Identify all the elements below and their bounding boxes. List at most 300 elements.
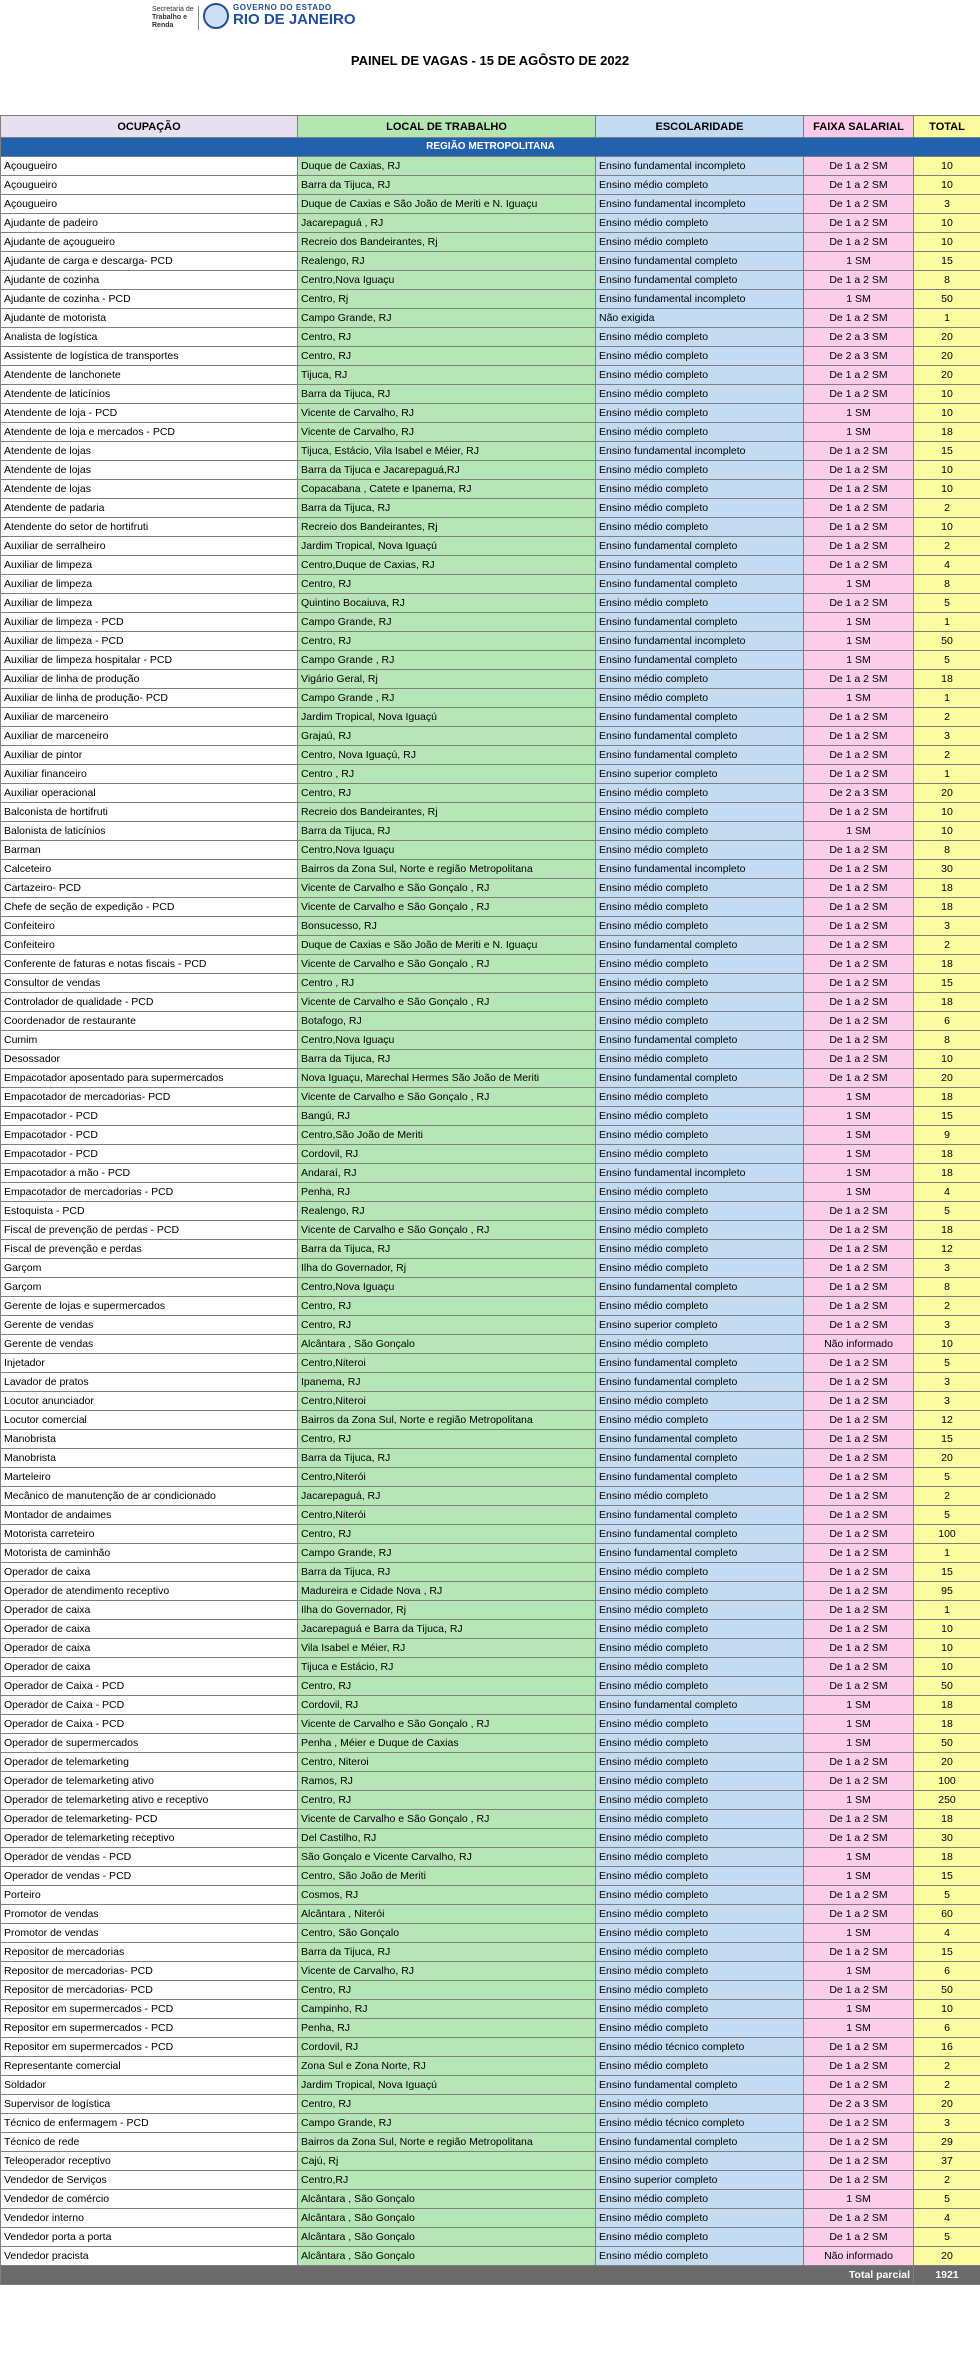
cell-escolaridade: Ensino médio completo xyxy=(596,689,804,708)
cell-escolaridade: Ensino fundamental completo xyxy=(596,1449,804,1468)
cell-escolaridade: Ensino fundamental incompleto xyxy=(596,860,804,879)
cell-local: Duque de Caxias e São João de Meriti e N. Iguaçu xyxy=(298,936,596,955)
cell-escolaridade: Ensino fundamental completo xyxy=(596,575,804,594)
table-row xyxy=(1,689,980,708)
cell-faixa-salarial: 1 SM xyxy=(804,423,914,442)
cell-faixa-salarial: De 1 a 2 SM xyxy=(804,955,914,974)
cell-escolaridade: Ensino fundamental completo xyxy=(596,1696,804,1715)
cell-total: 18 xyxy=(914,1696,980,1715)
table-row xyxy=(1,2171,980,2190)
cell-local: Jardim Tropical, Nova Iguaçú xyxy=(298,2076,596,2095)
cell-total: 100 xyxy=(914,1525,980,1544)
cell-faixa-salarial: De 1 a 2 SM xyxy=(804,1981,914,2000)
cell-local: Centro, Rj xyxy=(298,290,596,309)
cell-faixa-salarial: De 1 a 2 SM xyxy=(804,1411,914,1430)
cell-faixa-salarial: 1 SM xyxy=(804,1183,914,1202)
cell-escolaridade: Ensino médio completo xyxy=(596,2095,804,2114)
cell-faixa-salarial: De 1 a 2 SM xyxy=(804,1050,914,1069)
cell-escolaridade: Ensino médio completo xyxy=(596,1772,804,1791)
cell-local: Centro, RJ xyxy=(298,1525,596,1544)
cell-ocupacao: Vendedor de Serviços xyxy=(1,2171,298,2190)
cell-ocupacao: Atendente de lojas xyxy=(1,442,298,461)
table-row xyxy=(1,328,980,347)
cell-local: Vicente de Carvalho e São Gonçalo , RJ xyxy=(298,1221,596,1240)
cell-escolaridade: Ensino médio completo xyxy=(596,841,804,860)
cell-faixa-salarial: De 1 a 2 SM xyxy=(804,1905,914,1924)
cell-ocupacao: Atendente de laticínios xyxy=(1,385,298,404)
table-row xyxy=(1,594,980,613)
table-row xyxy=(1,2114,980,2133)
cell-ocupacao: Porteiro xyxy=(1,1886,298,1905)
cell-faixa-salarial: De 1 a 2 SM xyxy=(804,1316,914,1335)
cell-ocupacao: Operador de supermercados xyxy=(1,1734,298,1753)
table-row xyxy=(1,1221,980,1240)
cell-ocupacao: Montador de andaimes xyxy=(1,1506,298,1525)
cell-escolaridade: Ensino médio completo xyxy=(596,1943,804,1962)
table-row xyxy=(1,1867,980,1886)
cell-faixa-salarial: 1 SM xyxy=(804,1107,914,1126)
cell-local: Campo Grande , RJ xyxy=(298,651,596,670)
cell-ocupacao: Gerente de lojas e supermercados xyxy=(1,1297,298,1316)
cell-faixa-salarial: De 1 a 2 SM xyxy=(804,1582,914,1601)
table-row xyxy=(1,2190,980,2209)
cell-ocupacao: Marteleiro xyxy=(1,1468,298,1487)
cell-escolaridade: Ensino fundamental completo xyxy=(596,252,804,271)
gov-line-1: GOVERNO DO ESTADO xyxy=(233,3,332,12)
cell-total: 15 xyxy=(914,1867,980,1886)
table-row xyxy=(1,1278,980,1297)
cell-ocupacao: Balconista de hortifruti xyxy=(1,803,298,822)
table-row xyxy=(1,1962,980,1981)
cell-total: 30 xyxy=(914,1829,980,1848)
cell-local: Centro, RJ xyxy=(298,347,596,366)
table-row xyxy=(1,1430,980,1449)
cell-ocupacao: Controlador de qualidade - PCD xyxy=(1,993,298,1012)
cell-total: 18 xyxy=(914,898,980,917)
table-row xyxy=(1,2152,980,2171)
cell-total: 250 xyxy=(914,1791,980,1810)
secretaria-line-2: Trabalho e xyxy=(152,14,188,21)
cell-faixa-salarial: De 1 a 2 SM xyxy=(804,1772,914,1791)
cell-faixa-salarial: De 1 a 2 SM xyxy=(804,841,914,860)
cell-faixa-salarial: De 1 a 2 SM xyxy=(804,746,914,765)
cell-ocupacao: Operador de vendas - PCD xyxy=(1,1848,298,1867)
cell-escolaridade: Ensino fundamental completo xyxy=(596,1544,804,1563)
cell-escolaridade: Ensino médio completo xyxy=(596,1715,804,1734)
table-row xyxy=(1,879,980,898)
cell-faixa-salarial: De 1 a 2 SM xyxy=(804,1525,914,1544)
cell-total: 5 xyxy=(914,1202,980,1221)
table-row xyxy=(1,1544,980,1563)
state-seal-icon xyxy=(203,3,229,29)
table-row xyxy=(1,385,980,404)
cell-total: 20 xyxy=(914,1449,980,1468)
cell-total: 15 xyxy=(914,1107,980,1126)
cell-escolaridade: Ensino fundamental incompleto xyxy=(596,442,804,461)
cell-ocupacao: Coordenador de restaurante xyxy=(1,1012,298,1031)
table-row xyxy=(1,347,980,366)
cell-total: 10 xyxy=(914,1639,980,1658)
table-row xyxy=(1,461,980,480)
cell-total: 20 xyxy=(914,347,980,366)
cell-ocupacao: Repositor em supermercados - PCD xyxy=(1,2000,298,2019)
cell-local: Centro,RJ xyxy=(298,2171,596,2190)
cell-faixa-salarial: De 1 a 2 SM xyxy=(804,1392,914,1411)
cell-total: 5 xyxy=(914,1354,980,1373)
cell-faixa-salarial: 1 SM xyxy=(804,1791,914,1810)
cell-local: Alcântara , São Gonçalo xyxy=(298,2247,596,2266)
cell-ocupacao: Auxiliar de marceneiro xyxy=(1,727,298,746)
cell-faixa-salarial: 1 SM xyxy=(804,689,914,708)
cell-escolaridade: Ensino médio completo xyxy=(596,366,804,385)
cell-escolaridade: Ensino médio completo xyxy=(596,879,804,898)
cell-total: 2 xyxy=(914,936,980,955)
cell-total: 10 xyxy=(914,1620,980,1639)
cell-total: 18 xyxy=(914,1145,980,1164)
table-row xyxy=(1,1791,980,1810)
cell-local: Recreio dos Bandeirantes, Rj xyxy=(298,803,596,822)
table-row xyxy=(1,2000,980,2019)
cell-local: Centro, RJ xyxy=(298,328,596,347)
cell-escolaridade: Ensino fundamental completo xyxy=(596,1525,804,1544)
table-row xyxy=(1,1829,980,1848)
cell-escolaridade: Ensino médio completo xyxy=(596,1734,804,1753)
cell-faixa-salarial: 1 SM xyxy=(804,2019,914,2038)
cell-local: Centro,Niteroi xyxy=(298,1392,596,1411)
cell-faixa-salarial: De 1 a 2 SM xyxy=(804,974,914,993)
cell-total: 3 xyxy=(914,1392,980,1411)
cell-total: 10 xyxy=(914,803,980,822)
cell-ocupacao: Auxiliar financeiro xyxy=(1,765,298,784)
cell-local: Campo Grande , RJ xyxy=(298,689,596,708)
cell-ocupacao: Assistente de logística de transportes xyxy=(1,347,298,366)
cell-escolaridade: Ensino fundamental completo xyxy=(596,2133,804,2152)
cell-total: 1 xyxy=(914,689,980,708)
table-row xyxy=(1,499,980,518)
cell-total: 20 xyxy=(914,2247,980,2266)
cell-local: Vicente de Carvalho, RJ xyxy=(298,404,596,423)
cell-faixa-salarial: De 1 a 2 SM xyxy=(804,936,914,955)
cell-escolaridade: Ensino médio completo xyxy=(596,898,804,917)
cell-total: 10 xyxy=(914,1658,980,1677)
cell-escolaridade: Ensino médio completo xyxy=(596,404,804,423)
cell-total: 15 xyxy=(914,974,980,993)
cell-escolaridade: Ensino médio completo xyxy=(596,1392,804,1411)
cell-local: Centro,Niterói xyxy=(298,1468,596,1487)
cell-escolaridade: Não exigida xyxy=(596,309,804,328)
cell-faixa-salarial: De 1 a 2 SM xyxy=(804,518,914,537)
cell-faixa-salarial: Não informado xyxy=(804,2247,914,2266)
cell-escolaridade: Ensino médio completo xyxy=(596,974,804,993)
cell-total: 1 xyxy=(914,309,980,328)
cell-faixa-salarial: De 1 a 2 SM xyxy=(804,1886,914,1905)
table-row xyxy=(1,195,980,214)
table-row xyxy=(1,1088,980,1107)
cell-ocupacao: Operador de telemarketing- PCD xyxy=(1,1810,298,1829)
cell-local: Bairros da Zona Sul, Norte e região Metropolitana xyxy=(298,2133,596,2152)
cell-escolaridade: Ensino médio completo xyxy=(596,2247,804,2266)
table-row xyxy=(1,1012,980,1031)
cell-local: Duque de Caxias e São João de Meriti e N. Iguaçu xyxy=(298,195,596,214)
cell-escolaridade: Ensino fundamental completo xyxy=(596,1354,804,1373)
cell-escolaridade: Ensino médio completo xyxy=(596,594,804,613)
cell-escolaridade: Ensino médio completo xyxy=(596,347,804,366)
cell-escolaridade: Ensino fundamental incompleto xyxy=(596,157,804,176)
cell-ocupacao: Atendente de lojas xyxy=(1,480,298,499)
cell-escolaridade: Ensino fundamental completo xyxy=(596,271,804,290)
cell-escolaridade: Ensino médio completo xyxy=(596,1126,804,1145)
table-row xyxy=(1,1715,980,1734)
cell-local: Tijuca, RJ xyxy=(298,366,596,385)
cell-total: 6 xyxy=(914,1012,980,1031)
cell-escolaridade: Ensino médio completo xyxy=(596,1829,804,1848)
cell-ocupacao: Operador de caixa xyxy=(1,1620,298,1639)
cell-total: 4 xyxy=(914,1183,980,1202)
table-row xyxy=(1,1886,980,1905)
table-row xyxy=(1,1658,980,1677)
cell-total: 12 xyxy=(914,1411,980,1430)
cell-ocupacao: Repositor de mercadorias xyxy=(1,1943,298,1962)
cell-total: 30 xyxy=(914,860,980,879)
cell-ocupacao: Empacotador a mão - PCD xyxy=(1,1164,298,1183)
cell-faixa-salarial: De 1 a 2 SM xyxy=(804,1468,914,1487)
cell-local: Centro , RJ xyxy=(298,974,596,993)
table-row xyxy=(1,2019,980,2038)
cell-ocupacao: Vendedor interno xyxy=(1,2209,298,2228)
table-row xyxy=(1,936,980,955)
cell-ocupacao: Operador de caixa xyxy=(1,1658,298,1677)
table-row xyxy=(1,1297,980,1316)
secretaria-line-1: Secretaria de xyxy=(152,6,194,13)
cell-faixa-salarial: De 1 a 2 SM xyxy=(804,898,914,917)
cell-local: Alcântara , São Gonçalo xyxy=(298,2228,596,2247)
cell-total: 16 xyxy=(914,2038,980,2057)
cell-total: 100 xyxy=(914,1772,980,1791)
cell-local: Campo Grande, RJ xyxy=(298,309,596,328)
table-row xyxy=(1,993,980,1012)
cell-faixa-salarial: 1 SM xyxy=(804,822,914,841)
cell-ocupacao: Operador de telemarketing receptivo xyxy=(1,1829,298,1848)
table-row xyxy=(1,1563,980,1582)
cell-total: 10 xyxy=(914,176,980,195)
cell-ocupacao: Açougueiro xyxy=(1,157,298,176)
cell-escolaridade: Ensino médio completo xyxy=(596,670,804,689)
cell-local: Vicente de Carvalho e São Gonçalo , RJ xyxy=(298,1715,596,1734)
cell-local: Centro, RJ xyxy=(298,1791,596,1810)
cell-local: Centro, RJ xyxy=(298,2095,596,2114)
cell-escolaridade: Ensino superior completo xyxy=(596,2171,804,2190)
cell-faixa-salarial: De 1 a 2 SM xyxy=(804,2038,914,2057)
cell-ocupacao: Conferente de faturas e notas fiscais - PCD xyxy=(1,955,298,974)
table-row xyxy=(1,1069,980,1088)
cell-faixa-salarial: De 1 a 2 SM xyxy=(804,1449,914,1468)
cell-faixa-salarial: De 1 a 2 SM xyxy=(804,1601,914,1620)
cell-faixa-salarial: De 1 a 2 SM xyxy=(804,2076,914,2095)
cell-total: 3 xyxy=(914,1259,980,1278)
total-row xyxy=(1,2266,980,2285)
table-row xyxy=(1,1810,980,1829)
cell-total: 50 xyxy=(914,1734,980,1753)
cell-escolaridade: Ensino médio completo xyxy=(596,1658,804,1677)
cell-escolaridade: Ensino fundamental completo xyxy=(596,708,804,727)
cell-faixa-salarial: De 1 a 2 SM xyxy=(804,442,914,461)
table-row xyxy=(1,176,980,195)
cell-total: 4 xyxy=(914,556,980,575)
cell-total: 1 xyxy=(914,613,980,632)
table-row xyxy=(1,917,980,936)
table-row xyxy=(1,1582,980,1601)
cell-local: Tijuca e Estácio, RJ xyxy=(298,1658,596,1677)
cell-ocupacao: Açougueiro xyxy=(1,195,298,214)
cell-faixa-salarial: De 1 a 2 SM xyxy=(804,803,914,822)
cell-faixa-salarial: De 1 a 2 SM xyxy=(804,1639,914,1658)
cell-total: 18 xyxy=(914,1848,980,1867)
cell-ocupacao: Teleoperador receptivo xyxy=(1,2152,298,2171)
cell-ocupacao: Garçom xyxy=(1,1278,298,1297)
cell-escolaridade: Ensino médio completo xyxy=(596,1601,804,1620)
cell-local: Penha, RJ xyxy=(298,1183,596,1202)
table-row xyxy=(1,1468,980,1487)
table-row xyxy=(1,803,980,822)
cell-escolaridade: Ensino médio completo xyxy=(596,1677,804,1696)
cell-escolaridade: Ensino médio completo xyxy=(596,233,804,252)
cell-faixa-salarial: De 1 a 2 SM xyxy=(804,195,914,214)
table-row xyxy=(1,1240,980,1259)
cell-escolaridade: Ensino médio completo xyxy=(596,2209,804,2228)
cell-local: Vicente de Carvalho e São Gonçalo , RJ xyxy=(298,993,596,1012)
cell-ocupacao: Atendente do setor de hortifruti xyxy=(1,518,298,537)
table-row xyxy=(1,518,980,537)
cell-local: Quintino Bocaiuva, RJ xyxy=(298,594,596,613)
cell-escolaridade: Ensino fundamental completo xyxy=(596,1430,804,1449)
cell-local: Realengo, RJ xyxy=(298,1202,596,1221)
cell-total: 18 xyxy=(914,1715,980,1734)
table-row xyxy=(1,955,980,974)
cell-faixa-salarial: De 1 a 2 SM xyxy=(804,309,914,328)
table-row xyxy=(1,1107,980,1126)
cell-total: 10 xyxy=(914,461,980,480)
table-row xyxy=(1,366,980,385)
cell-ocupacao: Barman xyxy=(1,841,298,860)
cell-ocupacao: Empacotador - PCD xyxy=(1,1126,298,1145)
cell-escolaridade: Ensino médio completo xyxy=(596,1050,804,1069)
cell-local: Centro,Niteroi xyxy=(298,1354,596,1373)
cell-ocupacao: Operador de caixa xyxy=(1,1563,298,1582)
cell-ocupacao: Vendedor pracista xyxy=(1,2247,298,2266)
cell-local: Centro, Nova Iguaçú, RJ xyxy=(298,746,596,765)
table-row xyxy=(1,1392,980,1411)
cell-faixa-salarial: De 1 a 2 SM xyxy=(804,1620,914,1639)
table-row xyxy=(1,1259,980,1278)
cell-local: Realengo, RJ xyxy=(298,252,596,271)
table-row xyxy=(1,1316,980,1335)
cell-faixa-salarial: De 1 a 2 SM xyxy=(804,366,914,385)
cell-ocupacao: Ajudante de açougueiro xyxy=(1,233,298,252)
cell-escolaridade: Ensino médio completo xyxy=(596,1012,804,1031)
table-row xyxy=(1,1943,980,1962)
cell-faixa-salarial: De 1 a 2 SM xyxy=(804,860,914,879)
cell-total: 2 xyxy=(914,2076,980,2095)
cell-faixa-salarial: 1 SM xyxy=(804,252,914,271)
total-label: Total parcial xyxy=(1,2266,914,2285)
cell-total: 10 xyxy=(914,214,980,233)
cell-local: Barra da Tijuca, RJ xyxy=(298,1563,596,1582)
cell-escolaridade: Ensino fundamental completo xyxy=(596,746,804,765)
cell-local: Vigário Geral, Rj xyxy=(298,670,596,689)
cell-local: Vicente de Carvalho e São Gonçalo , RJ xyxy=(298,955,596,974)
cell-escolaridade: Ensino médio completo xyxy=(596,423,804,442)
cell-local: Andaraí, RJ xyxy=(298,1164,596,1183)
cell-faixa-salarial: 1 SM xyxy=(804,1126,914,1145)
cell-total: 5 xyxy=(914,2190,980,2209)
cell-local: Jacarepaguá , RJ xyxy=(298,214,596,233)
cell-faixa-salarial: De 1 a 2 SM xyxy=(804,1012,914,1031)
cell-faixa-salarial: De 1 a 2 SM xyxy=(804,2133,914,2152)
cell-faixa-salarial: De 1 a 2 SM xyxy=(804,2209,914,2228)
cell-faixa-salarial: De 1 a 2 SM xyxy=(804,480,914,499)
cell-escolaridade: Ensino fundamental completo xyxy=(596,613,804,632)
cell-escolaridade: Ensino médio completo xyxy=(596,1335,804,1354)
cell-ocupacao: Operador de Caixa - PCD xyxy=(1,1715,298,1734)
cell-total: 29 xyxy=(914,2133,980,2152)
cell-ocupacao: Injetador xyxy=(1,1354,298,1373)
table-row xyxy=(1,442,980,461)
cell-total: 3 xyxy=(914,2114,980,2133)
cell-faixa-salarial: 1 SM xyxy=(804,575,914,594)
cell-escolaridade: Ensino fundamental completo xyxy=(596,1468,804,1487)
cell-faixa-salarial: 1 SM xyxy=(804,1145,914,1164)
cell-local: Alcântara , São Gonçalo xyxy=(298,2209,596,2228)
cell-escolaridade: Ensino médio completo xyxy=(596,1867,804,1886)
cell-ocupacao: Repositor de mercadorias- PCD xyxy=(1,1962,298,1981)
cell-escolaridade: Ensino médio completo xyxy=(596,1924,804,1943)
cell-total: 10 xyxy=(914,518,980,537)
cell-faixa-salarial: De 1 a 2 SM xyxy=(804,2171,914,2190)
cell-local: Centro,Nova Iguaçu xyxy=(298,1278,596,1297)
cell-faixa-salarial: De 1 a 2 SM xyxy=(804,1202,914,1221)
cell-total: 8 xyxy=(914,841,980,860)
table-row xyxy=(1,1487,980,1506)
table-row xyxy=(1,1411,980,1430)
cell-ocupacao: Ajudante de padeiro xyxy=(1,214,298,233)
cell-total: 12 xyxy=(914,1240,980,1259)
cell-total: 1 xyxy=(914,1544,980,1563)
table-row xyxy=(1,1164,980,1183)
cell-ocupacao: Confeiteiro xyxy=(1,936,298,955)
total-value: 1921 xyxy=(914,2266,980,2285)
cell-escolaridade: Ensino médio completo xyxy=(596,1810,804,1829)
cell-ocupacao: Manobrista xyxy=(1,1449,298,1468)
region-row xyxy=(1,138,980,157)
cell-total: 10 xyxy=(914,404,980,423)
cell-total: 15 xyxy=(914,1430,980,1449)
cell-local: Centro, RJ xyxy=(298,632,596,651)
cell-ocupacao: Fiscal de prevenção de perdas - PCD xyxy=(1,1221,298,1240)
cell-ocupacao: Operador de caixa xyxy=(1,1601,298,1620)
cell-escolaridade: Ensino médio completo xyxy=(596,480,804,499)
cell-total: 8 xyxy=(914,271,980,290)
table-row xyxy=(1,898,980,917)
cell-total: 18 xyxy=(914,1810,980,1829)
cell-faixa-salarial: De 1 a 2 SM xyxy=(804,2057,914,2076)
cell-local: Barra da Tijuca, RJ xyxy=(298,1240,596,1259)
cell-local: Barra da Tijuca, RJ xyxy=(298,1050,596,1069)
cell-escolaridade: Ensino médio completo xyxy=(596,214,804,233)
cell-local: Barra da Tijuca e Jacarepaguá,RJ xyxy=(298,461,596,480)
cell-faixa-salarial: 1 SM xyxy=(804,1164,914,1183)
cell-local: Jacarepaguá e Barra da Tijuca, RJ xyxy=(298,1620,596,1639)
cell-escolaridade: Ensino médio completo xyxy=(596,385,804,404)
